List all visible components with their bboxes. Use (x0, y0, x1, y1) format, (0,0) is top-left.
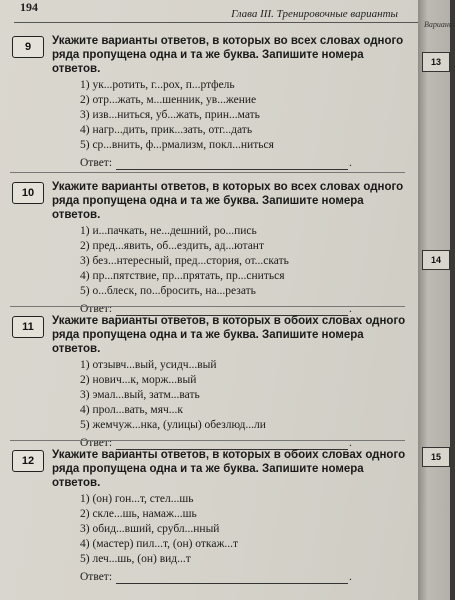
option-3: 3) эмал...вый, затм...вать (80, 389, 200, 401)
option-1: 1) ук...ротить, г...рох, п...ртфель (80, 79, 235, 91)
option-1: 1) (он) гон...т, стел...шь (80, 493, 194, 505)
option-5: 5) ср...внить, ф...рмализм, покл...ниться (80, 139, 274, 151)
task-10 (21, 180, 412, 316)
answer-label: Ответ: (80, 157, 113, 169)
answer-row: Ответ: . (80, 157, 352, 169)
answer-field[interactable] (116, 159, 348, 170)
options-list (52, 224, 412, 299)
option-3: 3) обид...вший, срубл...нный (80, 523, 220, 535)
answer-label: Ответ: (80, 303, 113, 315)
option-4: 4) прол...вать, мяч...к (80, 404, 183, 416)
task-11 (22, 314, 412, 450)
option-4: 4) нагр...дить, прик...зать, отг...дать (80, 124, 253, 136)
option-1: 1) и...пачкать, не...дешний, ро...пись (80, 225, 257, 237)
header-rule (14, 22, 418, 23)
adjacent-page (418, 0, 455, 600)
answer-row: Ответ: . (80, 571, 352, 583)
task-12 (21, 448, 412, 584)
options-list (52, 78, 412, 153)
page-number: 194 (20, 0, 38, 14)
answer-row: Ответ: . (80, 303, 352, 315)
adjacent-page-label: Вариант (424, 20, 455, 29)
option-5: 5) леч...шь, (он) вид...т (80, 553, 191, 565)
task-number-box: 11 (12, 316, 44, 338)
task-9 (24, 34, 412, 170)
task-separator (10, 306, 405, 307)
adjacent-task-number: 14 (422, 250, 450, 270)
task-number-box: 9 (12, 36, 44, 58)
task-instruction: Укажите варианты ответов, в которых во всех словах одного ряда пропущена одна и та же буква. Запишите номера ответов. (52, 35, 404, 75)
chapter-title: Глава III. Тренировочные варианты (231, 8, 398, 20)
option-4: 4) (мастер) пил...т, (он) откаж...т (80, 538, 239, 550)
option-1: 1) отзывч...вый, усидч...вый (80, 359, 217, 371)
answer-label: Ответ: (80, 437, 113, 449)
options-list (52, 492, 412, 567)
option-2: 2) отр...жать, м...шенник, ув...жение (80, 94, 257, 106)
option-5: 5) о...блеск, по...бросить, на...резать (80, 285, 256, 297)
task-separator (10, 172, 405, 173)
task-instruction: Укажите варианты ответов, в которых в обоих словах одного ряда пропущена одна и та же буква. Запишите номера ответов. (52, 315, 406, 355)
option-2: 2) пред...явить, об...ездить, ад...ютант (80, 240, 264, 252)
option-3: 3) без...нтересный, пред...стория, от...скать (80, 255, 289, 267)
adjacent-task-number: 15 (422, 447, 450, 467)
answer-field[interactable] (116, 573, 348, 584)
adjacent-task-number: 13 (422, 52, 450, 72)
task-separator (10, 440, 405, 441)
task-instruction: Укажите варианты ответов, в которых во всех словах одного ряда пропущена одна и та же буква. Запишите номера ответов. (52, 181, 404, 221)
option-2: 2) скле...шь, намаж...шь (80, 508, 197, 520)
task-instruction: Укажите варианты ответов, в которых в обоих словах одного ряда пропущена одна и та же буква. Запишите номера ответов. (52, 449, 406, 489)
answer-row: Ответ: . (80, 437, 352, 449)
option-3: 3) изв...ниться, уб...жать, прин...мать (80, 109, 260, 121)
option-5: 5) жемчуж...нка, (улицы) обезлюд...ли (80, 419, 266, 431)
option-4: 4) пр...пятствие, пр...прятать, пр...сниться (80, 270, 285, 282)
options-list (52, 358, 412, 433)
page-header (0, 0, 418, 22)
task-number-box: 12 (12, 450, 44, 472)
answer-label: Ответ: (80, 571, 113, 583)
task-number-box: 10 (12, 182, 44, 204)
option-2: 2) нович...к, морж...вый (80, 374, 197, 386)
